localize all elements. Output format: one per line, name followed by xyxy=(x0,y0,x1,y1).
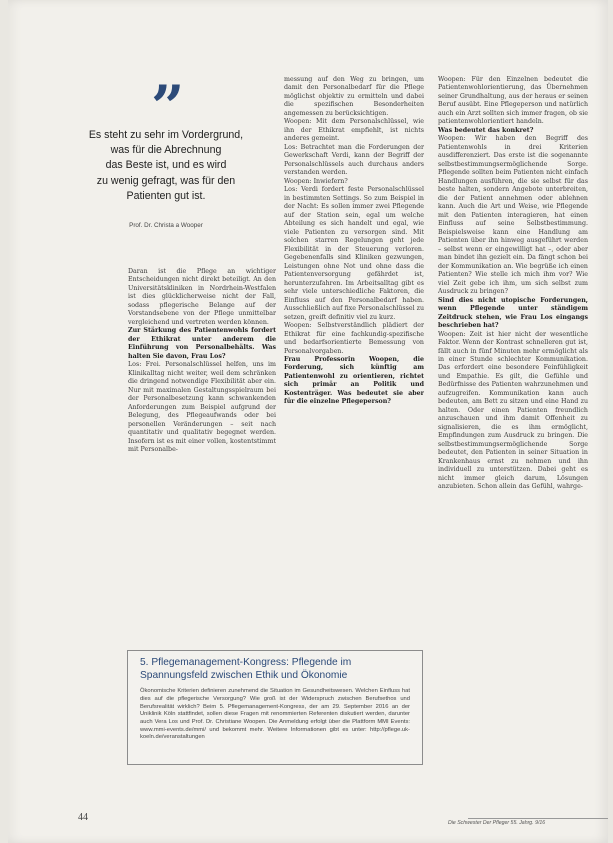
journal-footer: Die Schwester Der Pfleger 55. Jahrg. 9/16 xyxy=(448,820,546,826)
paragraph: Los: Verdi fordert feste Personalschlüssel in bestimmten Settings. So zum Beispiel in der Nacht: Es sollen immer zwei Pflegende auf der Station sein, egal um welche Abteilung es sich handelt und egal, wie viele Patienten zu versorgen sind. Mit solchen starren Regelungen geht jede Flexibilität in der Steuerung verloren. Gegebenenfalls sind Kliniken gezwungen, Leistungen ohne Not und ohne dass die Patientenversorgung gefährdet ist, herunterzufahren. Im Arbeitsalltag gibt es sehr viele unterschiedliche Faktoren, die Einfluss auf den Personalbedarf haben. Ausschließlich auf fixe Personalschlüssel zu setzen, greift definitiv viel zu kurz. xyxy=(284,186,424,321)
event-info-box xyxy=(127,650,423,765)
info-box-title: 5. Pflegemanagement-Kongress: Pflegende im Spannungsfeld zwischen Ethik und Ökonomie xyxy=(140,657,352,681)
paragraph: Woopen: Zeit ist hier nicht der wesentliche Faktor. Wenn der Kontrast schnelleren gut ist, fällt auch in fünf Minuten mehr ermöglicht als in einer Stunde schlechter Kommunikation. Das erfordert eine besondere Feinfühligkeit und Empathie. Es gilt, die Gefühle und Bedürfnisse des Patienten wahrzunehmen und aufzugreifen. Kommunikation kann auch bedeuten, am Bett zu sitzen und eine Hand zu halten. Oder einen Patienten freundlich anzuschauen und ihm damit Offenheit zu signalisieren, die es ihm ermöglicht, Empfindungen zum Ausdruck zu bringen. Die selbstbestimmungsermöglichende Sorge bedeutet, den Patienten in seiner Situation in Krankenhaus ernst zu nehmen und ihn individuell zu unterstützen. Dabei geht es nicht immer gleich darum, Lösungen anzubieten. Schon allein das Gefühl, wahrge- xyxy=(438,330,588,491)
page-number: 44 xyxy=(78,812,88,823)
paragraph: Woopen: Für den Einzelnen bedeutet die Patientenwohlorientierung, das Übernehmen seiner Grundhaltung, aus der heraus er seinen Beruf ausübt. Eine Pflegeperson und natürlich auch ein Arzt sollten sich immer fragen, ob sie patientenwohlorientiert handeln. xyxy=(438,76,588,126)
interview-question: Was bedeutet das konkret? xyxy=(438,126,534,134)
paragraph: messung auf den Weg zu bringen, um damit den Personalbedarf für die Pflege möglichst objektiv zu ermitteln und dabei die spezifischen Besonderheiten angemessen zu berücksichtigen. xyxy=(284,76,424,117)
info-box-text: Ökonomische Kriterien definieren zunehmend die Situation im Gesundheitswesen. Welchen Einfluss hat dies auf die pflegerische Versorgung? Wie groß ist der Widerspruch zwischen Berufsethos und Berufsrealität wirklich? Beim 5. Pflegemanagement-Kongress, der am 29. September 2016 an der Uniklinik Köln stattfindet, sollen diese Fragen mit renommierten Referenten diskutiert werden, darunter auch Vera Los und Prof. Dr. Christiane Woopen. Die Anmeldung erfolgt über die Plattform MMI Events: www.mmi-events.de/mmi/ und bekommt mehr. Weitere Informationen gibt es unter: http://pflege.uk-koeln.de/veranstaltungen xyxy=(140,688,410,741)
text-column-2 xyxy=(284,76,424,407)
pull-quote-line: zu wenig gefragt, was für den xyxy=(96,174,236,187)
magazine-page xyxy=(8,0,608,843)
paragraph: Los: Betrachtet man die Forderungen der Gewerkschaft Verdi, kann der Begriff der Personalschlüssels auch durchaus anders verstanden werden. xyxy=(284,143,424,177)
pull-quote-line: das Beste ist, und es wird xyxy=(105,159,227,172)
pull-quote-line: was für die Abrechnung xyxy=(110,144,222,157)
interview-question: Sind dies nicht utopische Forderungen, wenn Pflegende unter ständigem Zeitdruck stehen, wie Frau Los eingangs beschrieben hat? xyxy=(438,296,588,330)
paragraph: Woopen: Mit dem Personalschlüssel, wie ihn der Ethikrat empfiehlt, ist nichts anderes gemeint. xyxy=(284,118,424,143)
paragraph: Los: Frei. Personalschlüssel helfen, uns im Klinikalltag nicht weiter, weil dem schränken die dringend notwendige Flexibilität aber ein. Nur mit maximalen Gestaltungsspielraum bei der Personalbesetzung kann schwankenden Anforderungen zum Beispiel aufgrund der Belegung, des Pflegeaufwands oder bei personellen Veränderungen – seit nach quantitativ und qualitativ begegnet werden. Insofern ist es mit einer vollen, kostentstimmt mit Personalbe- xyxy=(128,361,276,454)
pull-quote-line: Patienten gut ist. xyxy=(126,189,206,202)
text-column-1 xyxy=(128,268,276,455)
interview-question: Zur Stärkung des Patientenwohls fordert der Ethikrat unter anderem die Einführung von Personalbehälts. Was halten Sie davon, Frau Los? xyxy=(128,327,276,360)
interview-question: Frau Professorin Woopen, die Forderung, sich künftig am Patientenwohl zu orientieren, richtet sich primär an Politik und Kostenträger. Was bedeutet sie aber für die einzelne Pflegeperson? xyxy=(284,355,424,406)
quote-mark: ” xyxy=(151,73,185,141)
paragraph: Woopen: Selbstverständlich plädiert der Ethikrat für eine fachkundig-spezifische und bedarfsorientierte Bemessung von Personalvorgaben. xyxy=(284,322,424,355)
paragraph: Woopen: Wir haben den Begriff des Patientenwohls in drei Kriterien ausdifferenziert. Das erste ist die sogenannte selbstbestimmungsermöglichende Sorge. Pflegende sollten beim Patienten nicht einfach Handlungen ausführen, die sie selbst für das beste halten, sondern Angebote unterbreiten, die der Patient annehmen oder ablehnen kann. Auch die Art und Weise, wie Pflegende mit den Patienten interagieren, hat einen Einfluss auf seine Selbstbestimmung. Beispielsweise kann eine Handlung am Patienten über ihn hinweg ausgeführt werden – selbst wenn er eingewilligt hat –, oder aber man bindet ihn gezielt ein. Da fängt schon bei der Kommunikation an. Wie begrüße ich einen Patienten? Wie stelle ich mich ihm vor? Wie viel Zeit gebe ich ihm, um sich selbst zum Ausdruck zu bringen? xyxy=(438,135,588,296)
paragraph: Daran ist die Pflege an wichtiger Entscheidungen nicht direkt beteiligt. An den Universitätskliniken in Nordrhein-Westfalen ist dies glücklicherweise nicht der Fall, sodass pflegerische Belange auf der Vorstandsebene von der Pflege unmittelbar vergleichend und vertreten werden können. xyxy=(128,268,276,326)
quote-author: Prof. Dr. Christa a Wooper xyxy=(129,222,203,229)
pull-quote-line: Es steht zu sehr im Vordergrund, xyxy=(88,129,244,141)
text-column-3 xyxy=(438,76,588,492)
pull-quote xyxy=(66,128,266,204)
footer-rule xyxy=(468,818,608,819)
paragraph: Woopen: Inwiefern? xyxy=(284,177,348,185)
